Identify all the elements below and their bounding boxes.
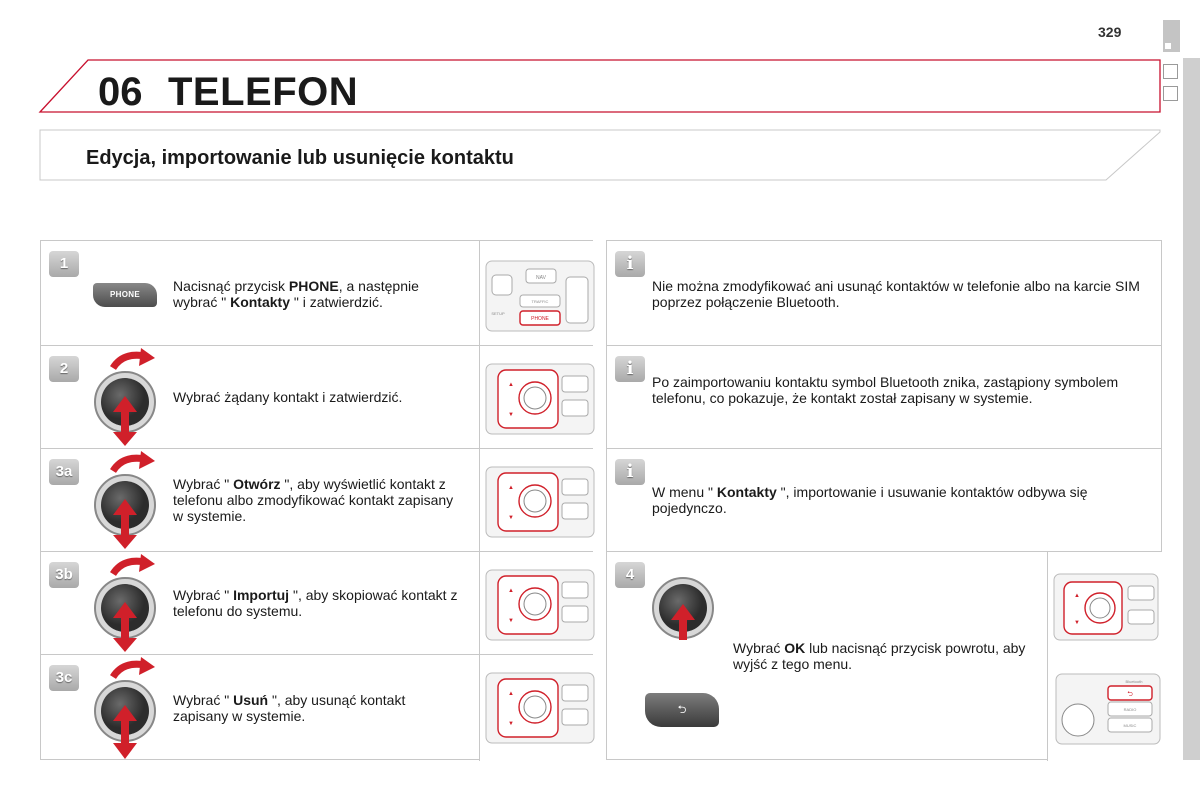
section-title: Edycja, importowanie lub usunięcie kontaktu xyxy=(86,147,514,169)
svg-text:▲: ▲ xyxy=(508,588,514,594)
svg-text:▼: ▼ xyxy=(508,412,514,418)
steps-panel xyxy=(40,240,593,760)
radio-thumbnails xyxy=(1047,552,1163,761)
step-row-4 xyxy=(607,551,1161,761)
info-row-2 xyxy=(607,345,1161,448)
step-text: Wybrać " Otwórz ", aby wyświetlić kontakt z telefonu albo zmodyfikować kontakt zapisany w systemie. xyxy=(173,476,454,524)
step-row-3a xyxy=(41,448,592,551)
info-text: Nie można zmodyfikować ani usunąć kontaktów w telefonie albo na karcie SIM poprzez połączenie Bluetooth. xyxy=(652,278,1140,310)
nav-label: NAV xyxy=(536,275,546,281)
radio-label: RADIO xyxy=(1123,707,1137,712)
traffic-label: TRAFFIC xyxy=(531,299,549,304)
svg-text:▲: ▲ xyxy=(508,691,514,697)
step-row-3b xyxy=(41,551,592,654)
svg-text:▼: ▼ xyxy=(508,515,514,521)
setup-label: SETUP xyxy=(491,311,505,316)
info-text: W menu " Kontakty ", importowanie i usuwanie kontaktów odbywa się pojedynczo. xyxy=(652,484,1088,516)
rotary-knob-icon xyxy=(651,576,721,656)
rotary-knob-icon xyxy=(93,554,163,654)
back-button: ⮌ xyxy=(645,693,719,727)
step-badge: 3a xyxy=(49,459,79,485)
bluetooth-label: Bluetooth xyxy=(1125,679,1143,684)
info-text: Po zaimportowaniu kontaktu symbol Bluetooth znika, zastąpiony symbolem telefonu, co pokazuje, że kontakt został zapisany w systemie. xyxy=(652,374,1119,406)
step-badge: 1 xyxy=(49,251,79,277)
step-text: Wybrać OK lub nacisnąć przycisk powrotu, aby wyjść z tego menu. xyxy=(733,640,1026,672)
page-number: 329 xyxy=(1098,24,1122,40)
step-badge: 3b xyxy=(49,562,79,588)
info-row-3 xyxy=(607,448,1161,551)
svg-text:▼: ▼ xyxy=(508,721,514,727)
step-badge: 3c xyxy=(49,665,79,691)
rotary-knob-icon xyxy=(93,451,163,551)
radio-knob-thumbnail xyxy=(479,655,594,761)
chapter-title: TELEFON xyxy=(168,70,359,114)
chapter-number: 06 xyxy=(98,70,143,114)
step-text: Wybrać " Usuń ", aby usunąć kontakt zapisany w systemie. xyxy=(173,692,406,724)
phone-button: PHONE xyxy=(93,283,157,307)
step-text: Wybrać " Importuj ", aby skopiować kontakt z telefonu do systemu. xyxy=(173,587,458,619)
svg-text:▲: ▲ xyxy=(508,382,514,388)
svg-text:▼: ▼ xyxy=(508,618,514,624)
svg-text:▲: ▲ xyxy=(508,485,514,491)
step-row-2 xyxy=(41,345,592,448)
step-badge: 4 xyxy=(615,562,645,588)
info-icon: i xyxy=(615,251,645,277)
phone-label: PHONE xyxy=(531,316,549,322)
step-text: Wybrać żądany kontakt i zatwierdzić. xyxy=(173,389,403,405)
radio-knob-thumbnail xyxy=(479,449,594,551)
svg-text:▼: ▼ xyxy=(1074,620,1080,626)
step-badge: 2 xyxy=(49,356,79,382)
radio-knob-thumbnail xyxy=(479,346,594,448)
svg-text:⮌: ⮌ xyxy=(1127,691,1133,698)
music-label: MUSIC xyxy=(1123,723,1137,728)
radio-knob-thumbnail xyxy=(479,552,594,654)
rotary-knob-icon xyxy=(93,657,163,761)
info-row-1 xyxy=(607,241,1161,345)
radio-panel-thumbnail xyxy=(479,241,594,345)
info-panel xyxy=(606,240,1162,760)
step-row-1 xyxy=(41,241,592,345)
step-text: Nacisnąć przycisk PHONE, a następnie wybrać " Kontakty " i zatwierdzić. xyxy=(173,278,419,310)
info-icon: i xyxy=(615,459,645,485)
info-icon: i xyxy=(615,356,645,382)
rotary-knob-icon xyxy=(93,348,163,448)
step-row-3c xyxy=(41,654,592,761)
svg-text:▲: ▲ xyxy=(1074,593,1080,599)
